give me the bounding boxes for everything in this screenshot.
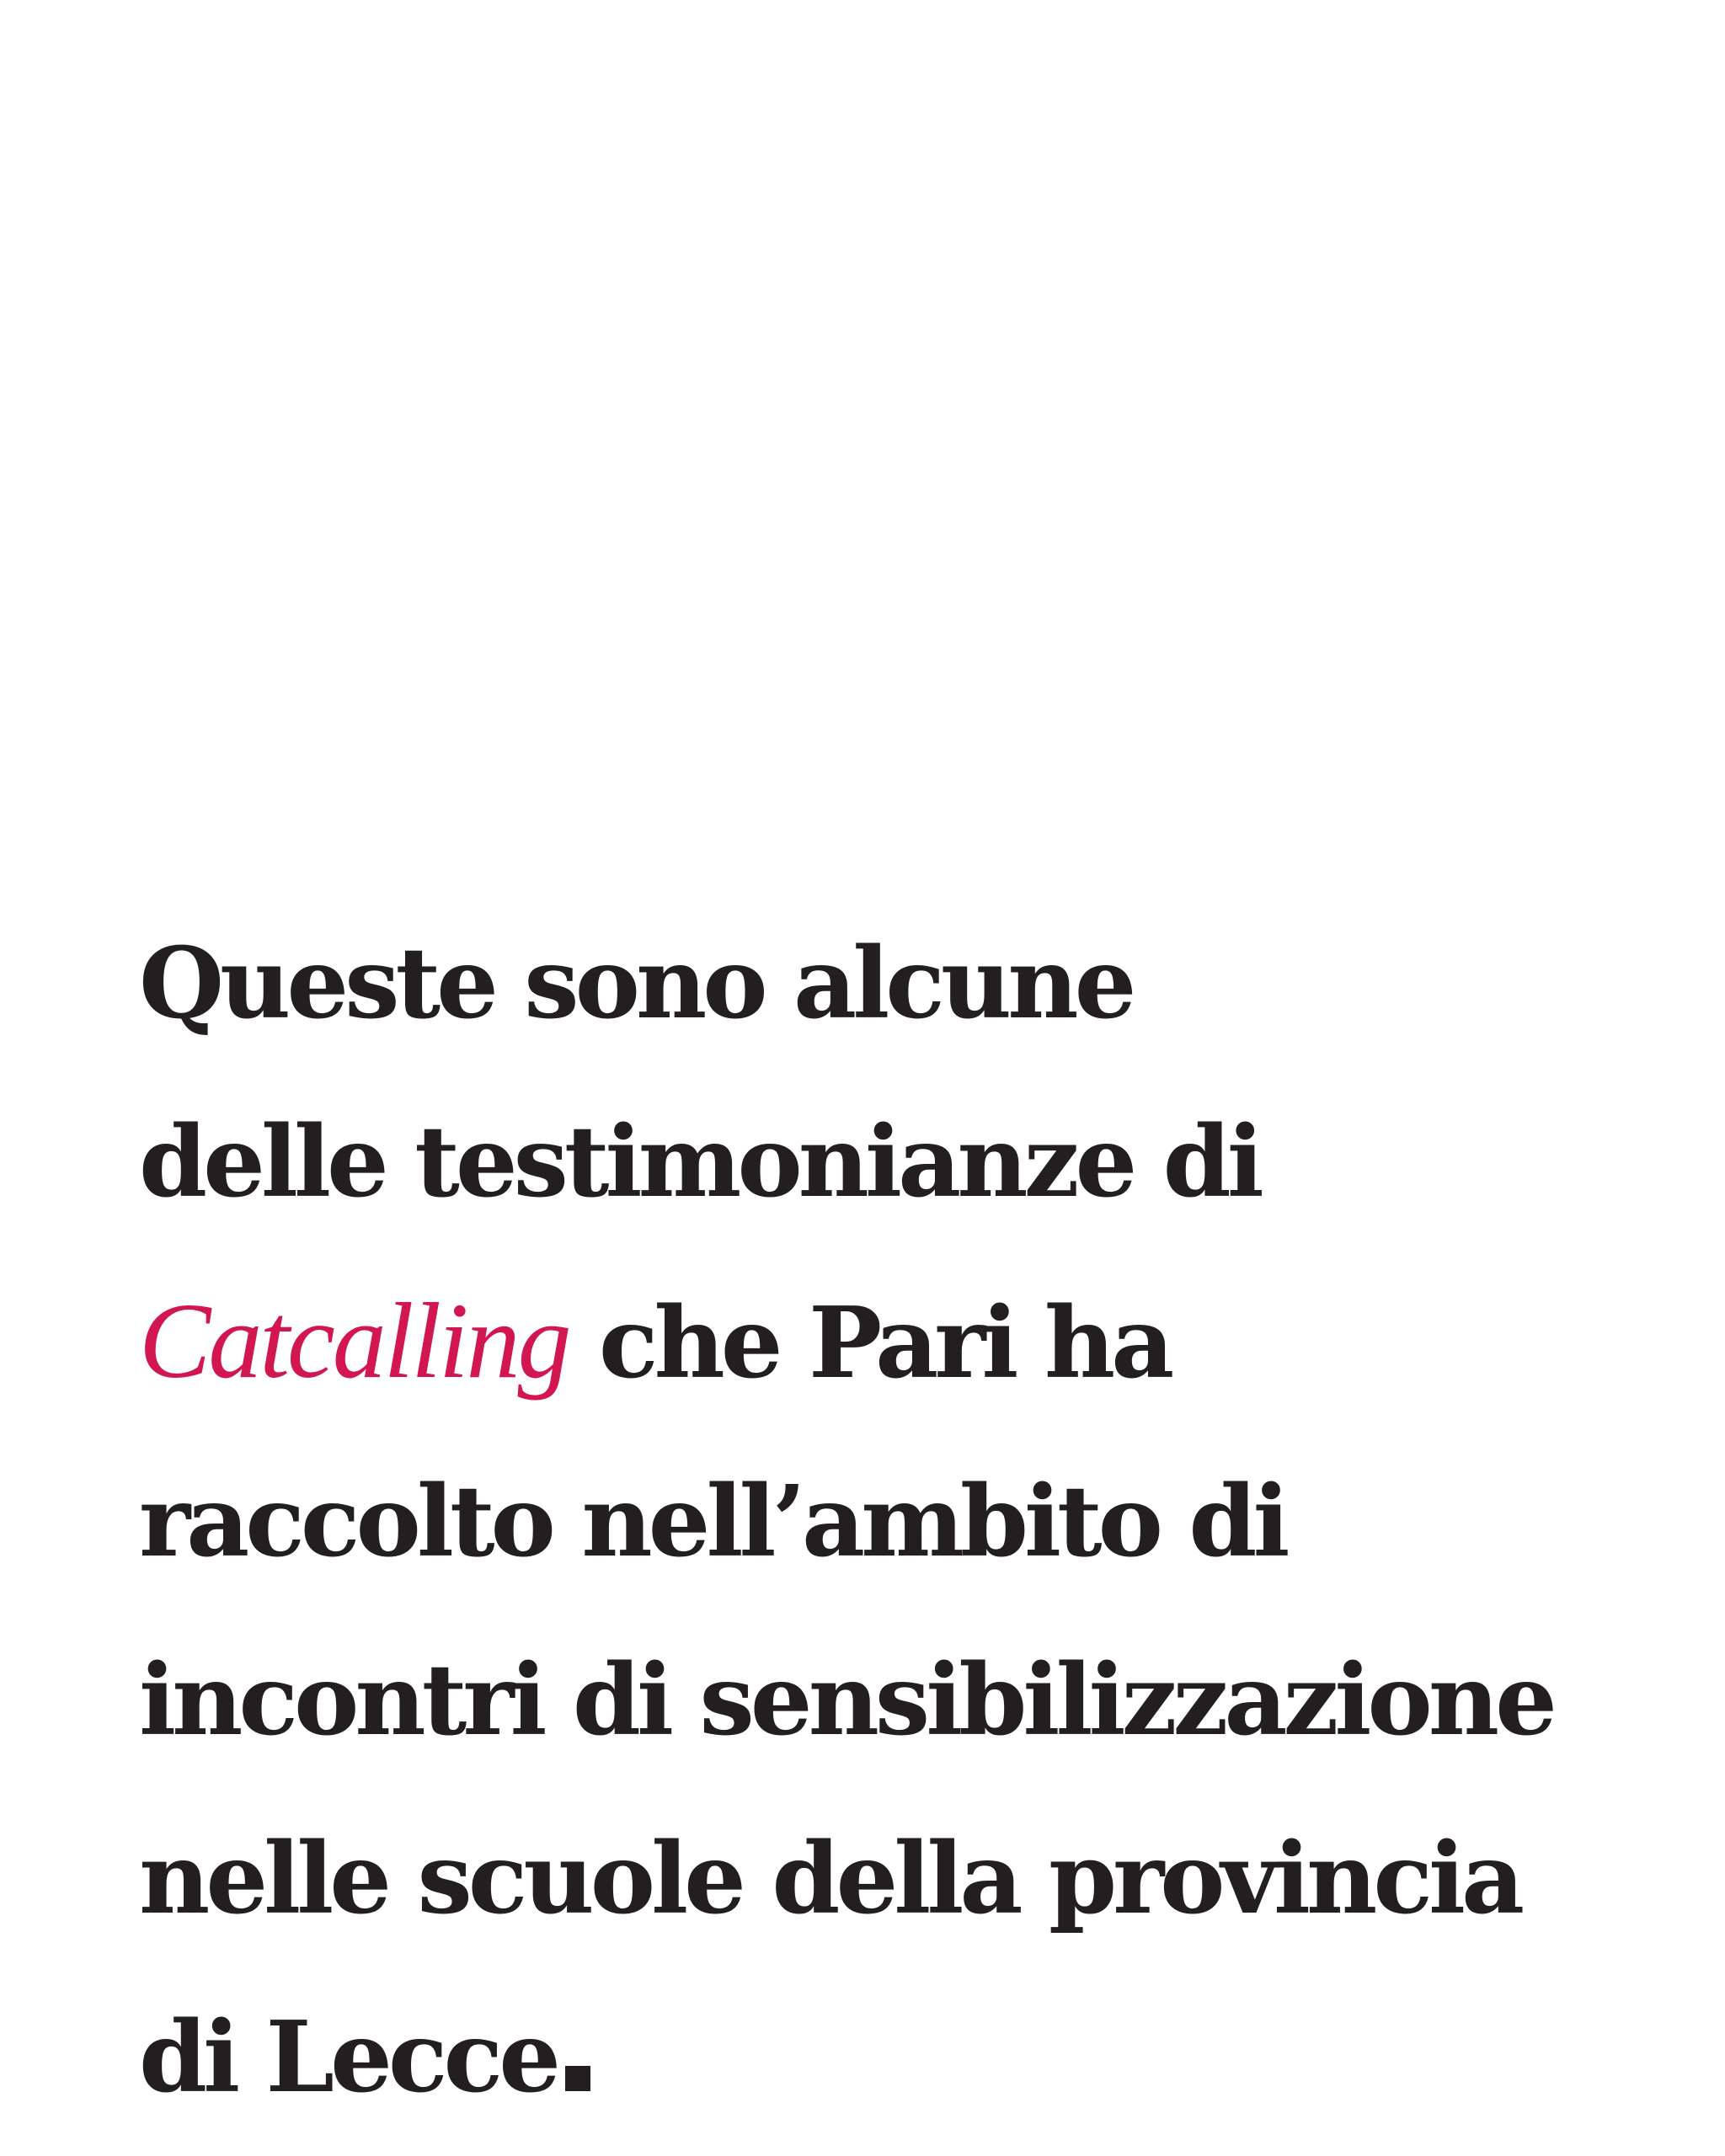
statement-line-7 <box>139 1968 1689 2147</box>
statement-line-3-rest: che Pari ha <box>598 1286 1171 1401</box>
catcalling-highlight: Catcalling <box>139 1281 569 1401</box>
statement-line-2: delle testimonianze di <box>139 1105 1260 1219</box>
statement-line-5: incontri di sensibilizzazione <box>139 1643 1553 1758</box>
statement-line-7-text: di Lecce <box>139 2000 557 2115</box>
statement-line-6: nelle scuole della provincia <box>139 1822 1521 1936</box>
statement-line-1: Queste sono alcune <box>139 926 1133 1041</box>
statement-text <box>139 894 1689 2147</box>
statement-line-3 <box>139 1251 1689 1433</box>
statement-line-4: raccolto nell’ambito di <box>139 1465 1286 1579</box>
square-period-mark <box>565 2066 590 2091</box>
